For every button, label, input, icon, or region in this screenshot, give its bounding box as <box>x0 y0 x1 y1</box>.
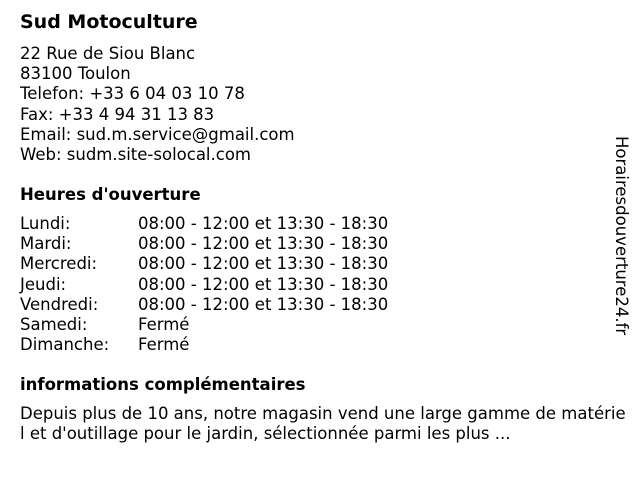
day-label: Samedi: <box>20 315 88 335</box>
hours-row-sunday <box>20 335 388 355</box>
hours-heading: Heures d'ouverture <box>20 185 201 204</box>
site-watermark: Horairesdouverture24.fr <box>612 136 631 336</box>
phone-line: Telefon: +33 6 04 03 10 78 <box>20 84 245 104</box>
hours-row-thursday <box>20 275 388 295</box>
info-description: Depuis plus de 10 ans, notre magasin vend une large gamme de matériel et d'outillage pour le jardin, sélectionnée parmi les plus ... <box>20 404 626 444</box>
street-address: 22 Rue de Siou Blanc <box>20 44 196 63</box>
business-name: Sud Motoculture <box>20 11 198 33</box>
day-hours: Fermé <box>138 335 190 355</box>
day-label: Jeudi: <box>20 274 67 294</box>
hours-row-friday <box>20 295 388 315</box>
day-hours: 08:00 - 12:00 et 13:30 - 18:30 <box>138 254 389 274</box>
day-label: Mardi: <box>20 234 72 254</box>
web-line: Web: sudm.site-solocal.com <box>20 145 251 165</box>
contact-block <box>20 44 295 165</box>
day-hours: 08:00 - 12:00 et 13:30 - 18:30 <box>138 234 389 254</box>
day-hours: 08:00 - 12:00 et 13:30 - 18:30 <box>138 274 389 294</box>
hours-row-wednesday <box>20 254 388 274</box>
day-label: Dimanche: <box>20 335 110 355</box>
day-label: Mercredi: <box>20 254 98 274</box>
day-hours: 08:00 - 12:00 et 13:30 - 18:30 <box>138 294 389 314</box>
day-hours: 08:00 - 12:00 et 13:30 - 18:30 <box>138 214 389 233</box>
email-line: Email: sud.m.service@gmail.com <box>20 124 295 144</box>
hours-table <box>20 214 388 355</box>
info-heading: informations complémentaires <box>20 375 306 394</box>
day-label: Vendredi: <box>20 294 99 314</box>
hours-row-saturday <box>20 315 388 335</box>
day-label: Lundi: <box>20 214 71 233</box>
hours-row-tuesday <box>20 234 388 254</box>
fax-line: Fax: +33 4 94 31 13 83 <box>20 104 215 124</box>
day-hours: Fermé <box>138 315 190 335</box>
hours-row-monday <box>20 214 388 234</box>
postal-city: 83100 Toulon <box>20 64 131 84</box>
